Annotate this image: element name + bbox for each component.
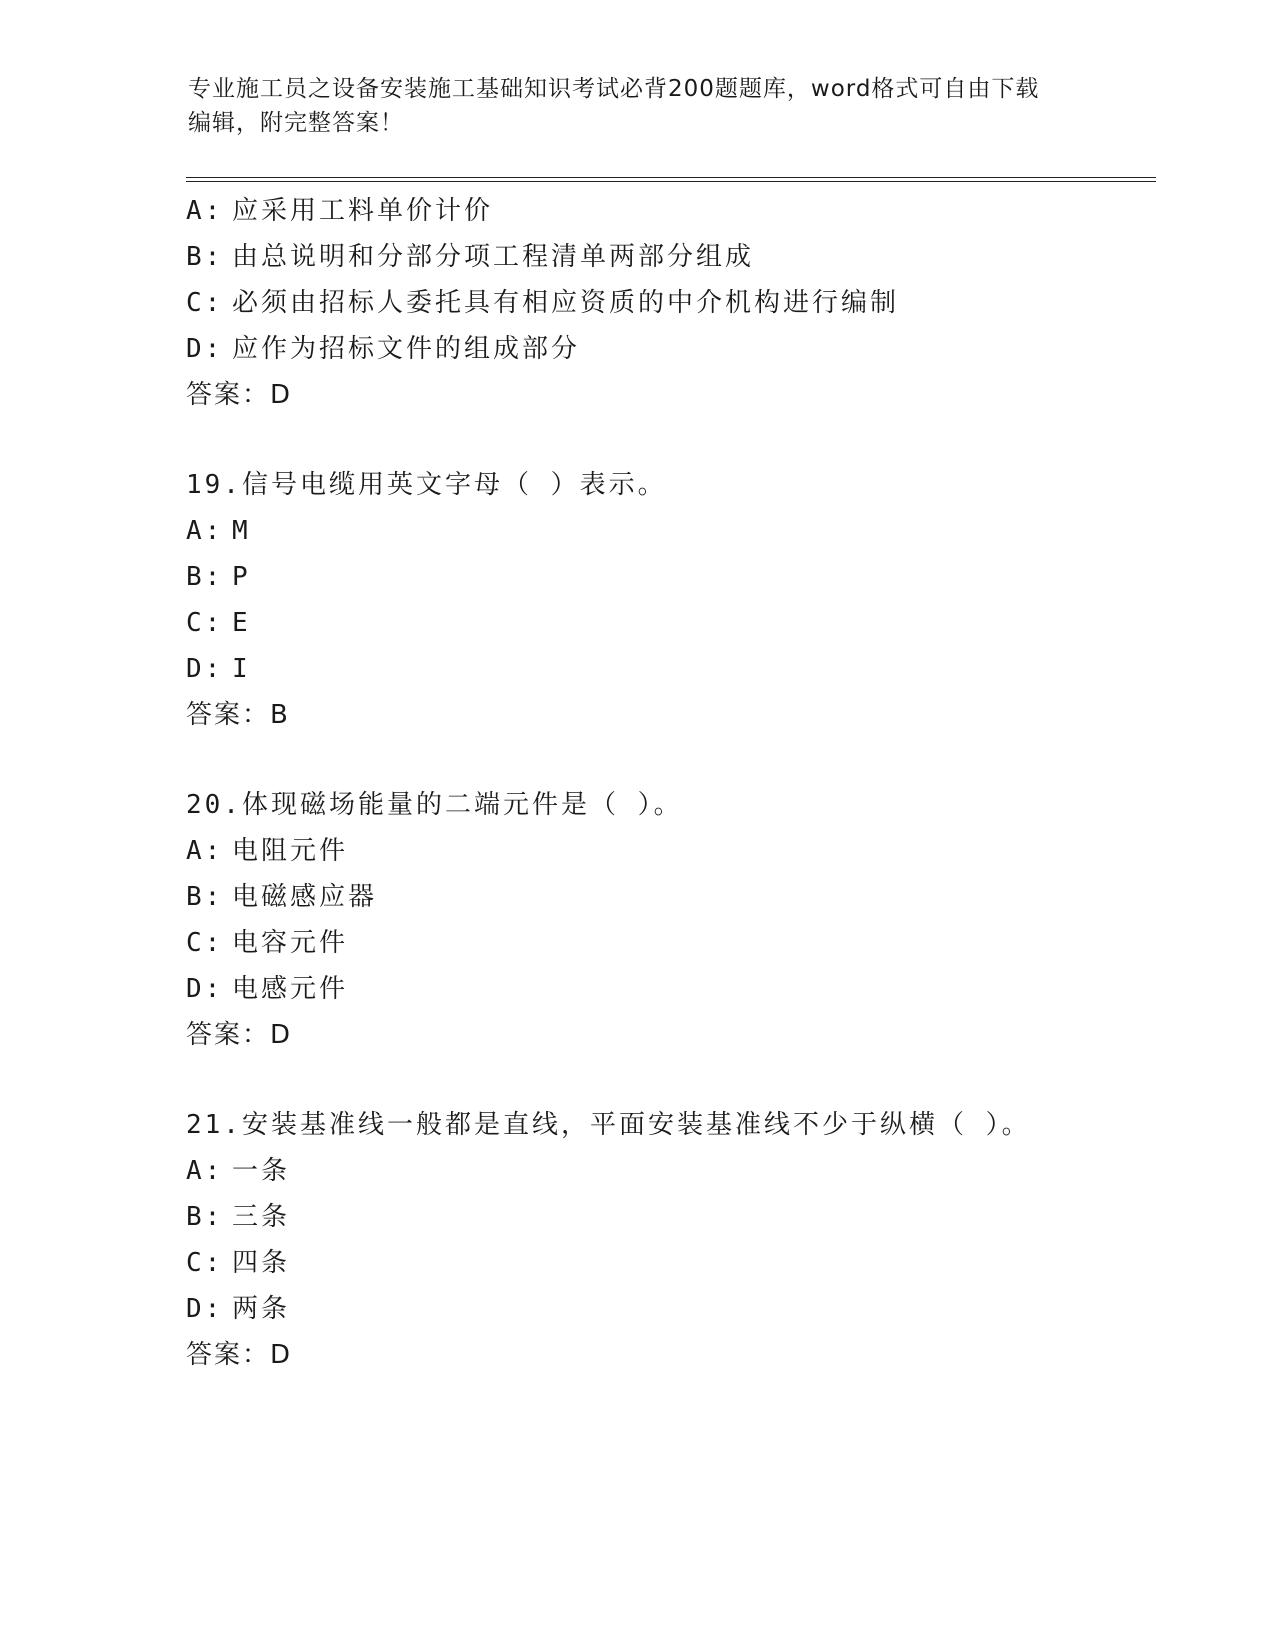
question-20 [186, 782, 1156, 1058]
option-label: C: [186, 1248, 224, 1278]
option-text: I [232, 654, 251, 684]
option-a [186, 828, 1156, 874]
option-label: B: [186, 882, 224, 912]
option-a [186, 188, 1156, 234]
option-text: M [232, 516, 251, 546]
question-text: 20.体现磁场能量的二端元件是（ ）。 [186, 790, 683, 820]
option-label: D: [186, 654, 224, 684]
option-a [186, 508, 1156, 554]
option-text: 四条 [232, 1248, 291, 1278]
option-d [186, 1286, 1156, 1332]
option-label: D: [186, 334, 224, 364]
option-text: 一条 [232, 1156, 291, 1186]
question-21 [186, 1102, 1156, 1378]
option-label: A: [186, 196, 224, 226]
option-label: D: [186, 1294, 224, 1324]
option-text: E [232, 608, 251, 638]
option-label: B: [186, 562, 224, 592]
question-19 [186, 462, 1156, 738]
question-text: 21.安装基准线一般都是直线，平面安装基准线不少于纵横（ ）。 [186, 1110, 1031, 1140]
option-a [186, 1148, 1156, 1194]
option-c [186, 600, 1156, 646]
answer-line: 答案：D [186, 380, 293, 410]
option-c [186, 280, 1156, 326]
option-text: 两条 [232, 1294, 291, 1324]
option-d [186, 326, 1156, 372]
option-text: 由总说明和分部分项工程清单两部分组成 [232, 242, 755, 272]
spacer [186, 738, 1156, 782]
spacer [186, 418, 1156, 462]
option-label: A: [186, 1156, 224, 1186]
question-18 [186, 188, 1156, 418]
option-b [186, 1194, 1156, 1240]
option-text: 三条 [232, 1202, 291, 1232]
header-double-rule [186, 177, 1156, 182]
option-b [186, 234, 1156, 280]
option-label: A: [186, 836, 224, 866]
option-text: P [232, 562, 251, 592]
option-d [186, 966, 1156, 1012]
header-title-line-1: 专业施工员之设备安装施工基础知识考试必背200题题库，word格式可自由下载 [188, 76, 1040, 102]
option-text: 应采用工料单价计价 [232, 196, 494, 226]
question-list [186, 188, 1156, 1378]
option-text: 电阻元件 [232, 836, 349, 866]
header-title-line-2: 编辑，附完整答案！ [188, 110, 404, 136]
option-label: A: [186, 516, 224, 546]
option-c [186, 1240, 1156, 1286]
option-c [186, 920, 1156, 966]
answer-line: 答案：D [186, 1340, 293, 1370]
option-text: 电感元件 [232, 974, 349, 1004]
answer-line: 答案：D [186, 1020, 293, 1050]
answer-line: 答案：B [186, 700, 290, 730]
option-label: C: [186, 608, 224, 638]
question-text: 19.信号电缆用英文字母（ ）表示。 [186, 470, 667, 500]
option-text: 必须由招标人委托具有相应资质的中介机构进行编制 [232, 288, 900, 318]
document-header [188, 72, 1088, 140]
option-label: C: [186, 288, 224, 318]
option-d [186, 646, 1156, 692]
option-text: 电容元件 [232, 928, 349, 958]
option-label: C: [186, 928, 224, 958]
option-label: B: [186, 1202, 224, 1232]
option-label: B: [186, 242, 224, 272]
option-b [186, 554, 1156, 600]
spacer [186, 1058, 1156, 1102]
option-text: 电磁感应器 [232, 882, 378, 912]
option-label: D: [186, 974, 224, 1004]
option-b [186, 874, 1156, 920]
option-text: 应作为招标文件的组成部分 [232, 334, 581, 364]
